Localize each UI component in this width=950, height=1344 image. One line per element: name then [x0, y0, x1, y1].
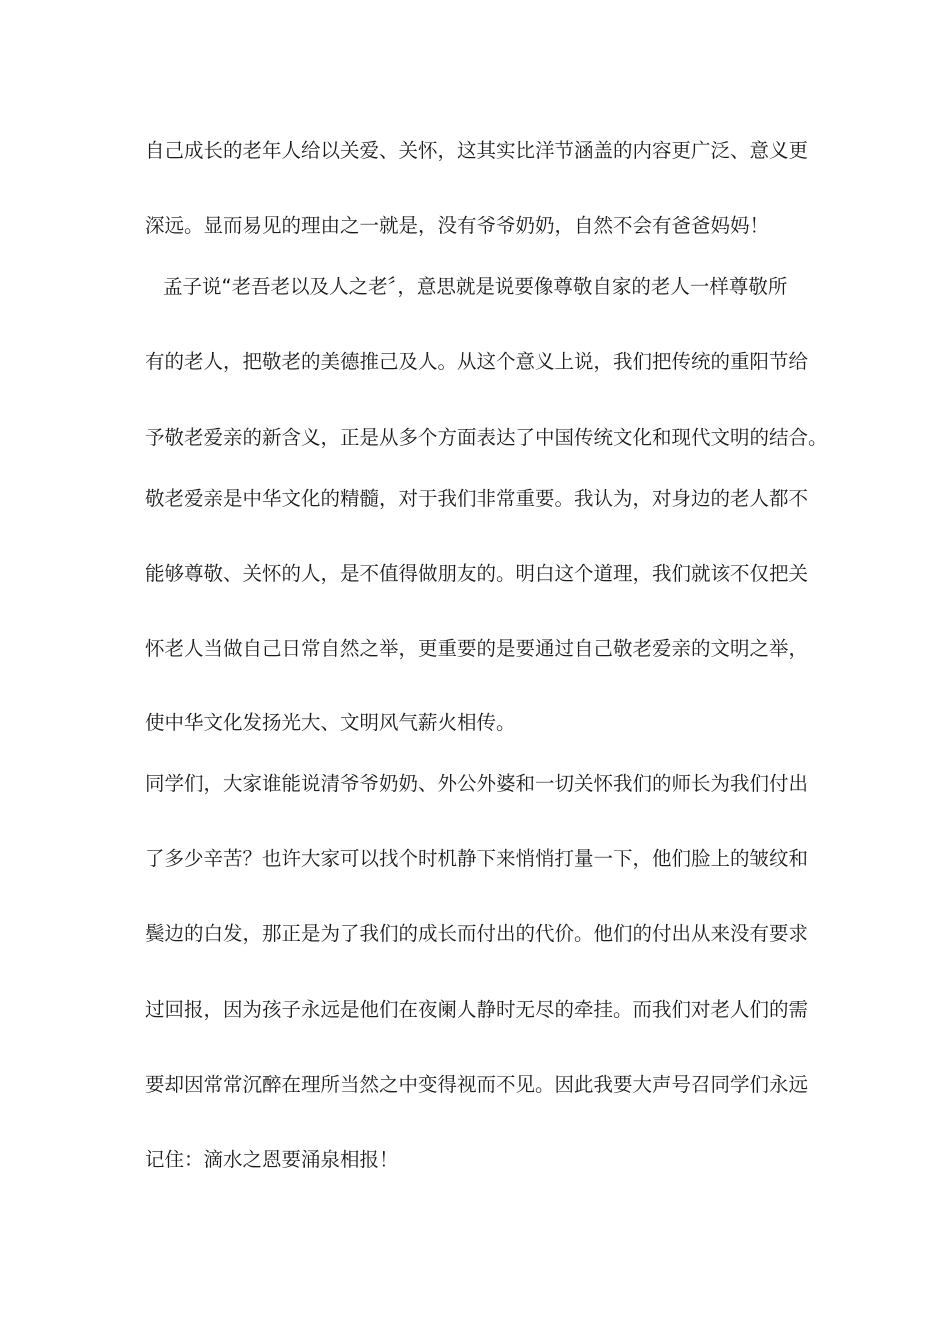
paragraph-line: 敬老爱亲是中华文化的精髓，对于我们非常重要。我认为，对身边的老人都不 [145, 487, 809, 510]
paragraph-line: 孟子说“老吾老以及人之老〞，意思就是说要像尊敬自家的老人一样尊敬所 [163, 275, 788, 298]
paragraph-line: 自己成长的老年人给以关爱、关怀，这其实比洋节涵盖的内容更广泛、意义更 [145, 139, 809, 162]
paragraph-line: 深远。显而易见的理由之一就是，没有爷爷奶奶，自然不会有爸爸妈妈！ [145, 214, 770, 237]
paragraph-line: 要却因常常沉醉在理所当然之中变得视而不见。因此我要大声号召同学们永远 [145, 1073, 809, 1096]
paragraph-line: 鬓边的白发，那正是为了我们的成长而付出的代价。他们的付出从来没有要求 [145, 922, 809, 945]
paragraph-line: 同学们，大家谁能说清爷爷奶奶、外公外婆和一切关怀我们的师长为我们付出 [145, 772, 809, 795]
paragraph-line: 了多少辛苦？也许大家可以找个时机静下来悄悄打量一下，他们脸上的皱纹和 [145, 847, 809, 870]
paragraph-line: 记住：滴水之恩要涌泉相报！ [145, 1148, 399, 1171]
paragraph-line: 能够尊敬、关怀的人，是不值得做朋友的。明白这个道理，我们就该不仅把关 [145, 562, 809, 585]
paragraph-line: 有的老人，把敬老的美德推己及人。从这个意义上说，我们把传统的重阳节给 [145, 350, 809, 373]
paragraph-line: 过回报，因为孩子永远是他们在夜阑人静时无尽的牵挂。而我们对老人们的需 [145, 998, 809, 1021]
paragraph-line: 予敬老爱亲的新含义，正是从多个方面表达了中国传统文化和现代文明的结合。 [145, 426, 828, 449]
paragraph-line: 使中华文化发扬光大、文明风气薪火相传。 [145, 711, 516, 734]
paragraph-line: 怀老人当做自己日常自然之举，更重要的是要通过自己敬老爱亲的文明之举， [145, 637, 809, 660]
